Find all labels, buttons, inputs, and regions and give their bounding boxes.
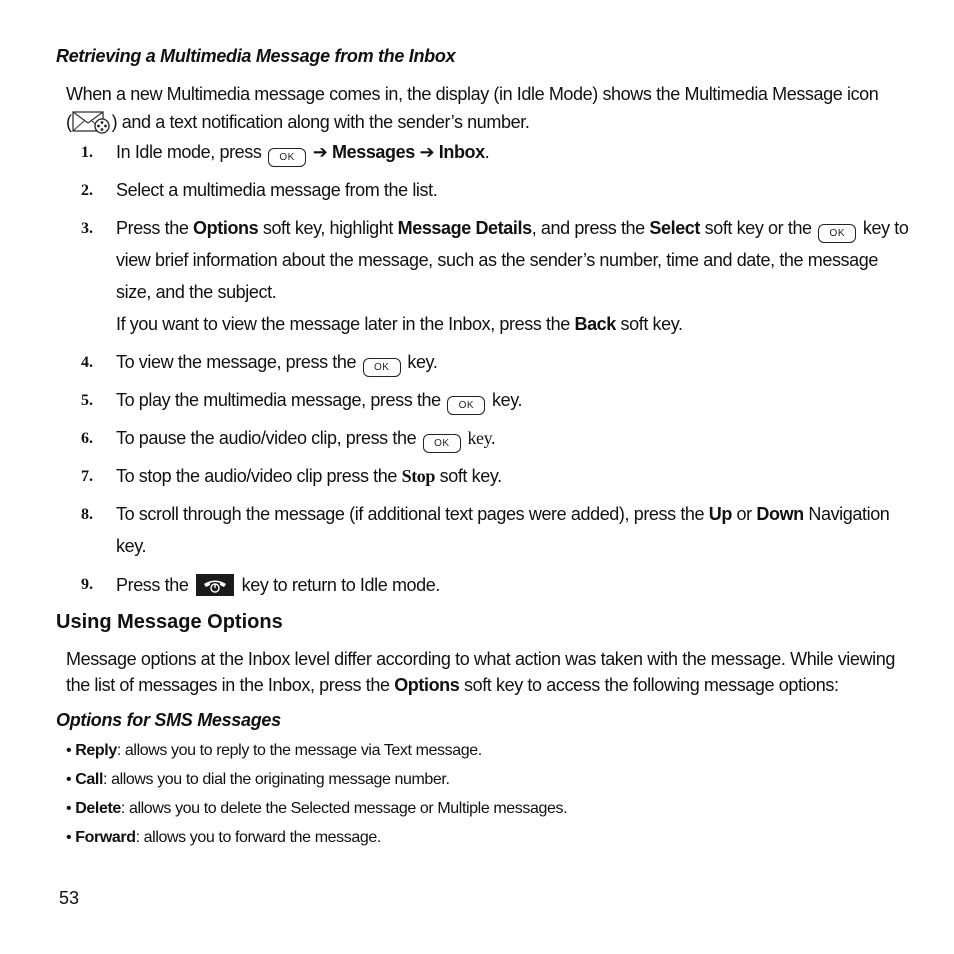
step-2: Select a multimedia message from the list. <box>116 180 438 200</box>
intro-paragraph-line2: ( ) and a text notification along with the sender’s number. <box>66 112 530 132</box>
options-paragraph-line2: the list of messages in the Inbox, press the Options soft key to access the following message options: <box>66 675 839 695</box>
step-7: To stop the audio/video clip press the Stop soft key. <box>116 466 502 486</box>
step-8-line2: key. <box>116 536 147 556</box>
options-paragraph-line1: Message options at the Inbox level differ according to what action was taken with the message. While viewing <box>66 649 895 669</box>
list-item: • Call: allows you to dial the originating message number. <box>66 771 450 788</box>
ok-key-icon: OK <box>268 148 306 167</box>
list-item: • Delete: allows you to delete the Selected message or Multiple messages. <box>66 800 568 817</box>
page-number: 53 <box>59 888 80 908</box>
list-item: • Forward: allows you to forward the message. <box>66 829 381 846</box>
step-number: 3. <box>81 220 93 237</box>
ok-key-icon: OK <box>363 358 401 377</box>
ok-key-icon: OK <box>447 396 485 415</box>
step-number: 6. <box>81 430 93 447</box>
ok-key-icon: OK <box>423 434 461 453</box>
step-3-line2: view brief information about the message, such as the sender’s number, time and date, the message <box>116 250 878 270</box>
step-number: 7. <box>81 468 93 485</box>
list-item: • Reply: allows you to reply to the message via Text message. <box>66 742 482 759</box>
multimedia-message-icon <box>72 110 112 134</box>
section-heading-options: Using Message Options <box>56 611 283 633</box>
step-3-note: If you want to view the message later in the Inbox, press the Back soft key. <box>116 314 683 334</box>
step-5: To play the multimedia message, press the OK key. <box>116 390 522 415</box>
step-number: 9. <box>81 576 93 593</box>
ok-key-icon: OK <box>818 224 856 243</box>
intro-paragraph-line1: When a new Multimedia message comes in, the display (in Idle Mode) shows the Multimedia Message icon <box>66 84 879 104</box>
step-1: In Idle mode, press OK ➔ Messages ➔ Inbox. <box>116 142 489 167</box>
step-number: 1. <box>81 144 93 161</box>
step-6: To pause the audio/video clip, press the OK key. <box>116 428 495 453</box>
step-number: 5. <box>81 392 93 409</box>
step-3-line1: Press the Options soft key, highlight Message Details, and press the Select soft key or the OK key to <box>116 218 909 243</box>
step-3-line3: size, and the subject. <box>116 282 277 302</box>
end-key-icon <box>196 574 234 596</box>
step-number: 2. <box>81 182 93 199</box>
step-4: To view the message, press the OK key. <box>116 352 437 377</box>
step-number: 4. <box>81 354 93 371</box>
step-8-line1: To scroll through the message (if additional text pages were added), press the Up or Down Navigation <box>116 504 890 524</box>
section-heading-retrieve: Retrieving a Multimedia Message from the Inbox <box>56 46 456 66</box>
step-9: Press the key to return to Idle mode. <box>116 575 440 595</box>
section-heading-sms: Options for SMS Messages <box>56 710 281 730</box>
step-number: 8. <box>81 506 93 523</box>
